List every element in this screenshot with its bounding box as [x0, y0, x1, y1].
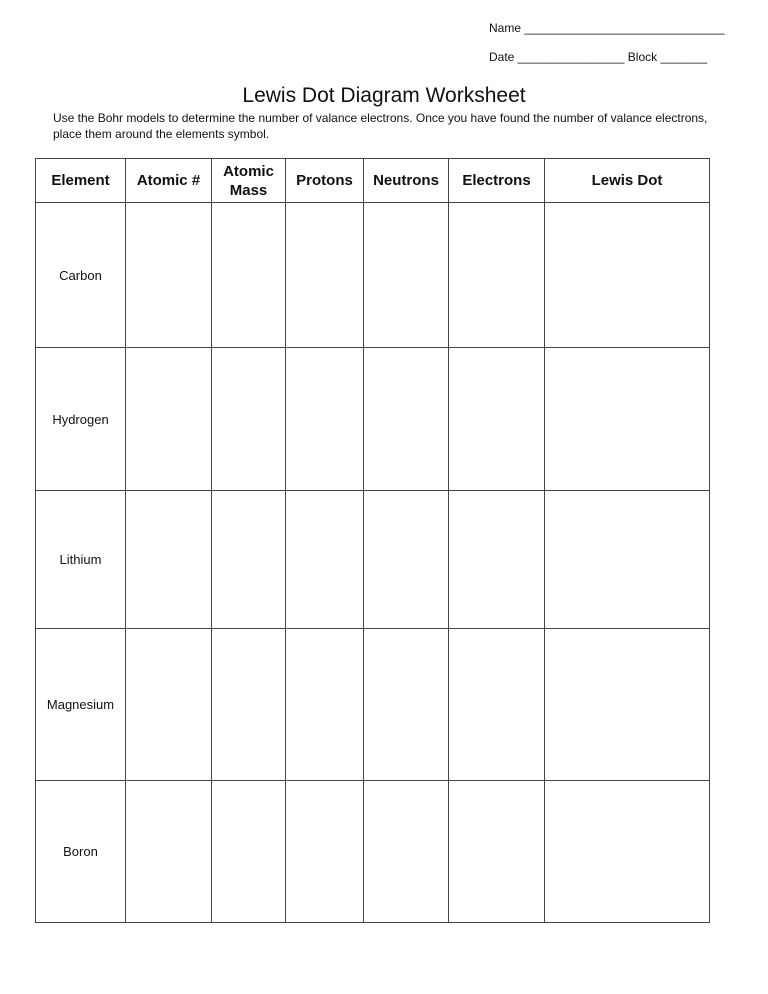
protons-cell[interactable] — [286, 348, 364, 491]
column-header-atomic-number: Atomic # — [126, 159, 212, 203]
atomic-number-cell[interactable] — [126, 629, 212, 781]
lewis-dot-cell[interactable] — [545, 781, 710, 923]
electrons-cell[interactable] — [449, 781, 545, 923]
atomic-number-cell[interactable] — [126, 203, 212, 348]
neutrons-cell[interactable] — [364, 491, 449, 629]
atomic-mass-cell[interactable] — [212, 491, 286, 629]
protons-cell[interactable] — [286, 491, 364, 629]
table-row — [36, 203, 710, 348]
protons-cell[interactable] — [286, 781, 364, 923]
column-header-electrons: Electrons — [449, 159, 545, 203]
table-row — [36, 491, 710, 629]
atomic-mass-cell[interactable] — [212, 203, 286, 348]
name-field[interactable]: Name ______________________________ — [489, 21, 725, 35]
column-header-element: Element — [36, 159, 126, 203]
element-name-cell: Lithium — [36, 491, 126, 629]
electrons-cell[interactable] — [449, 348, 545, 491]
element-name-cell: Hydrogen — [36, 348, 126, 491]
neutrons-cell[interactable] — [364, 781, 449, 923]
table-row — [36, 348, 710, 491]
worksheet-table — [35, 158, 710, 923]
lewis-dot-cell[interactable] — [545, 203, 710, 348]
lewis-dot-cell[interactable] — [545, 629, 710, 781]
atomic-mass-label-line1: Atomic — [223, 162, 274, 180]
protons-cell[interactable] — [286, 629, 364, 781]
atomic-mass-cell[interactable] — [212, 348, 286, 491]
atomic-mass-label-line2: Mass — [229, 181, 268, 199]
element-name-cell: Boron — [36, 781, 126, 923]
column-header-atomic-mass — [212, 159, 286, 203]
atomic-number-cell[interactable] — [126, 781, 212, 923]
atomic-mass-cell[interactable] — [212, 629, 286, 781]
electrons-cell[interactable] — [449, 491, 545, 629]
electrons-cell[interactable] — [449, 629, 545, 781]
instructions-text: Use the Bohr models to determine the number of valance electrons. Once you have found the number of valance electrons, place them around the elements symbol. — [53, 111, 708, 141]
header-row — [36, 159, 710, 203]
column-header-neutrons: Neutrons — [364, 159, 449, 203]
atomic-number-cell[interactable] — [126, 491, 212, 629]
neutrons-cell[interactable] — [364, 348, 449, 491]
neutrons-cell[interactable] — [364, 203, 449, 348]
protons-cell[interactable] — [286, 203, 364, 348]
lewis-dot-cell[interactable] — [545, 491, 710, 629]
electrons-cell[interactable] — [449, 203, 545, 348]
page-title: Lewis Dot Diagram Worksheet — [242, 84, 526, 107]
neutrons-cell[interactable] — [364, 629, 449, 781]
column-header-lewis-dot: Lewis Dot — [545, 159, 710, 203]
lewis-dot-cell[interactable] — [545, 348, 710, 491]
column-header-protons: Protons — [286, 159, 364, 203]
table-row — [36, 781, 710, 923]
element-name-cell: Carbon — [36, 203, 126, 348]
atomic-number-cell[interactable] — [126, 348, 212, 491]
element-name-cell: Magnesium — [36, 629, 126, 781]
date-block-field[interactable]: Date ________________ Block _______ — [489, 50, 708, 64]
atomic-mass-cell[interactable] — [212, 781, 286, 923]
table-row — [36, 629, 710, 781]
